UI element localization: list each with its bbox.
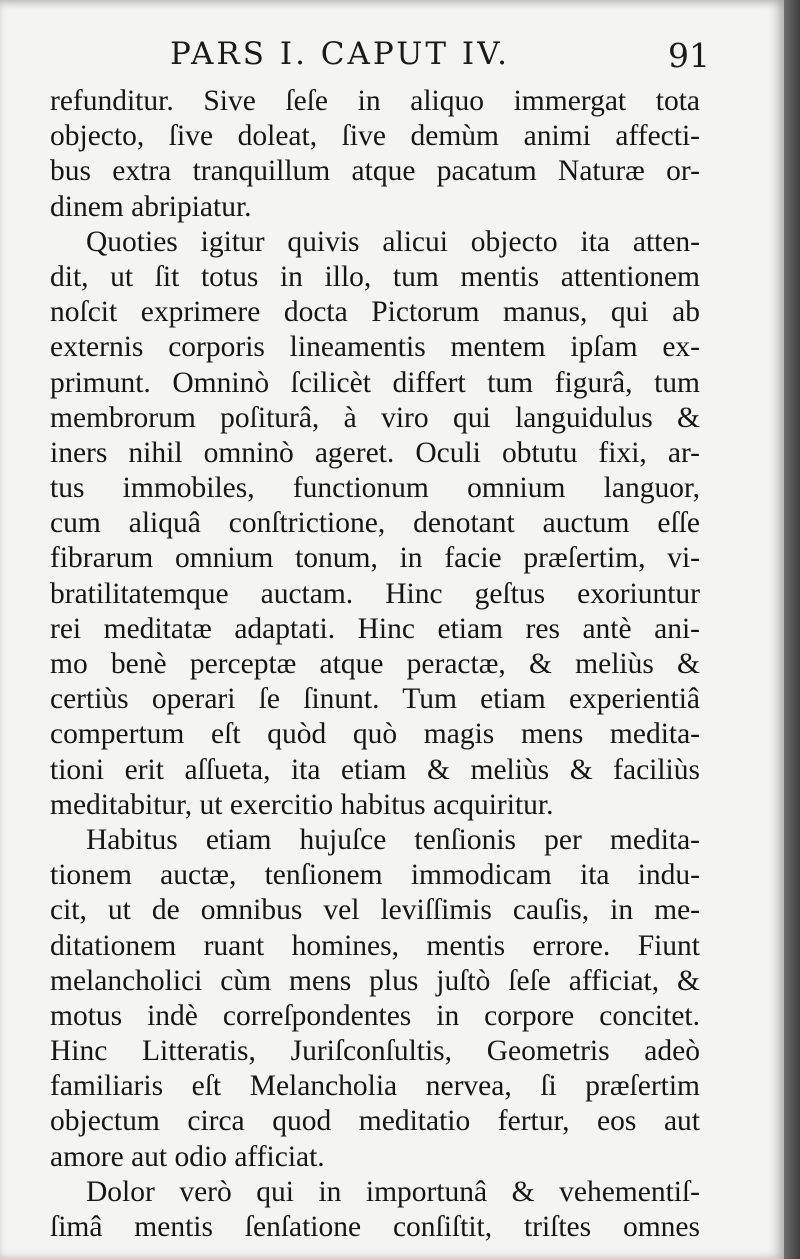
text-line: dit, ut ſit totus in illo, tum mentis attentionem (50, 260, 700, 293)
text-line: bus extra tranquillum atque pacatum Naturæ or- (50, 155, 700, 188)
text-line: motus indè correſpondentes in corpore concitet. (50, 999, 700, 1032)
text-line: melancholici cùm mens plus juſtò ſeſe afficiat, & (50, 964, 700, 997)
text-line: fibrarum omnium tonum, in facie præſertim, vi- (50, 542, 700, 575)
text-line: primunt. Omninò ſcilicèt differt tum figurâ, tum (50, 366, 700, 399)
text-line: Hinc Litteratis, Juriſconſultis, Geometris adeò (50, 1035, 700, 1068)
page-edge-shadow (784, 0, 800, 1259)
text-line: ditationem ruant homines, mentis errore. Fiunt (50, 929, 700, 962)
text-line: tioni erit aſſueta, ita etiam & meliùs & faciliùs (50, 753, 700, 786)
text-line: objectum circa quod meditatio fertur, eos aut (50, 1105, 700, 1138)
text-line: mo benè perceptæ atque peractæ, & meliùs & (50, 648, 700, 680)
text-line: cit, ut de omnibus vel leviſſimis cauſis, in me- (50, 894, 700, 927)
paragraph-2 (50, 225, 700, 823)
text-line: Dolor verò qui in importunâ & vehementiſ- (86, 1175, 700, 1208)
page-header (50, 34, 710, 84)
text-line: tionem auctæ, tenſionem immodicam ita indu- (50, 859, 700, 892)
text-line: cum aliquâ conſtrictione, denotant auctum eſſe (50, 507, 700, 540)
text-line: familiaris eſt Melancholia nervea, ſi præſertim (50, 1070, 700, 1103)
text-line: meditabitur, ut exercitio habitus acquiritur. (50, 788, 554, 821)
paragraph-1 (50, 84, 700, 225)
text-line: tus immobiles, functionum omnium languor, (50, 472, 700, 505)
text-line: rei meditatæ adaptati. Hinc etiam res antè ani- (50, 612, 700, 645)
text-line: refunditur. Sive ſeſe in aliquo immergat tota (50, 85, 700, 117)
text-line: noſcit exprimere docta Pictorum manus, qui ab (50, 296, 700, 329)
text-line: membrorum poſiturâ, à viro qui languidulus & (50, 401, 700, 434)
text-line: dinem abripiatur. (50, 190, 252, 223)
page-number: 91 (668, 36, 710, 75)
paragraph-4 (50, 1175, 700, 1245)
running-head: PARS I. CAPUT IV. (170, 36, 510, 72)
text-line: Quoties igitur quivis alicui objecto ita atten- (86, 225, 700, 258)
text-line: certiùs operari ſe ſinunt. Tum etiam experientiâ (50, 683, 700, 716)
text-line: amore aut odio afficiat. (50, 1140, 325, 1173)
text-line: objecto, ſive doleat, ſive demùm animi affecti- (50, 120, 700, 153)
text-line: Habitus etiam hujuſce tenſionis per medita- (86, 823, 700, 856)
text-line: iners nihil omninò ageret. Oculi obtutu fixi, ar- (50, 436, 700, 469)
body-text (50, 84, 700, 1245)
text-line: bratilitatemque auctam. Hinc geſtus exoriuntur (50, 577, 700, 610)
text-line: ſimâ mentis ſenſatione conſiſtit, triſtes omnes (50, 1211, 700, 1243)
text-line: externis corporis lineamentis mentem ipſam ex- (50, 331, 700, 364)
paragraph-3 (50, 823, 700, 1175)
text-line: compertum eſt quòd quò magis mens medita- (50, 718, 700, 751)
